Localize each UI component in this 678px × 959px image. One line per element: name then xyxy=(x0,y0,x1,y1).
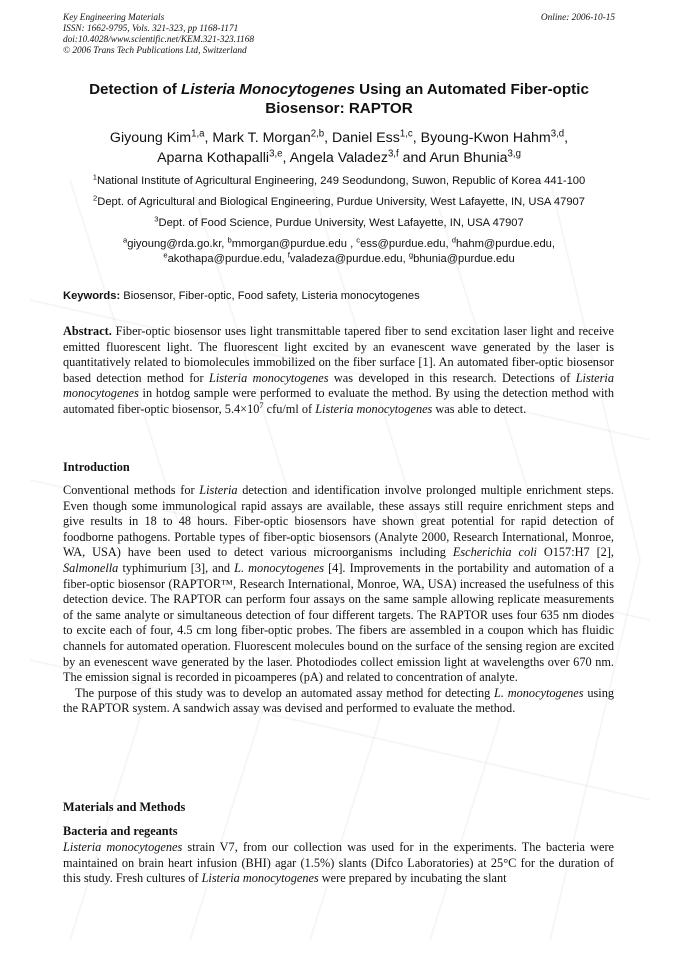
author: Byoung-Kwon Hahm$^{3,d}$, xyxy=(420,128,569,146)
paragraph: Conventional methods for Listeria detection and identification involve prolonged multiple enrichment steps. Even though some immunological rapid assays are available, these assays still require enrichment steps and give results in 18 to 48 hours. Fiber-optic biosensors have shown great potential for rapid detection of foodborne pathogens. Portable types of fiber-optic biosensors (Analyte 2000, Research International, Monroe, WA, USA) have been used to detect various microorganisms including Escherichia coli O157:H7 [2], Salmonella typhimurium [3], and L. monocytogenes [4]. Improvements in the portability and automation of a fiber-optic biosensor (RAPTOR™, Research International, Monroe, WA, USA) increased the usefulness of this detection device. The RAPTOR can perform four assays on the same sample allowing replicate measurements of the same analyte or simultaneous detection of four different targets. The RAPTOR uses four 635 nm diodes to excite each of four, 4.5 cm long fiber-optic probes. The fibers are assembled in a coupon which has fluidic channels for automated operation. Fluorescent molecules bound on the surface of the sensing region are excited by an evenescent wave generated by the laser. Photodiodes collect emission light at wavelengths over 670 nm. The emission signal is recorded in picoamperes (pA) and related to concentration of analyte. xyxy=(63,483,614,685)
email: valadeza@purdue.edu, xyxy=(289,253,409,265)
keywords xyxy=(63,290,420,302)
email: hahm@purdue.edu, xyxy=(455,238,555,250)
author: Daniel Ess$^{1,c}$, xyxy=(332,128,421,146)
paragraph: The purpose of this study was to develop an automated assay method for detecting L. monocytogenes using the RAPTOR system. A sandwich assay was devised and performed to evaluate the method. xyxy=(63,685,614,716)
introduction-body xyxy=(63,483,614,717)
email: ess@purdue.edu, xyxy=(360,238,452,250)
email: mmorgan@purdue.edu , xyxy=(231,238,357,250)
author-emails: $^a$giyoung@rda.go.kr, $^b$mmorgan@purdue.edu , $^c$ess@purdue.edu, $^d$hahm@purdue.edu, $^e$akothapa@purdue.edu, $^f$valadeza@purdue.edu, $^g$bhunia@purdue.edu xyxy=(122,235,555,265)
affiliations xyxy=(58,174,620,274)
keywords-label: Keywords: xyxy=(63,290,121,302)
methods-subheading: Bacteria and regeants xyxy=(63,824,178,838)
email: bhunia@purdue.edu xyxy=(413,253,515,265)
journal-name: Key Engineering Materials xyxy=(63,13,165,23)
keywords-text: Biosensor, Fiber-optic, Food safety, Listeria monocytogenes xyxy=(120,290,420,302)
issn-line: ISSN: 1662-9795, Vols. 321-323, pp 1168-1171 xyxy=(63,23,239,34)
affiliation: $^3$Dept. of Food Science, Purdue University, West Lafayette, IN, USA 47907 xyxy=(154,214,524,229)
abstract-label: Abstract. xyxy=(63,324,112,338)
email: akothapa@purdue.edu, xyxy=(167,253,288,265)
paper-title: Detection of Listeria Monocytogenes Using an Automated Fiber-optic Biosensor: RAPTOR xyxy=(89,81,589,117)
author: Aparna Kothapalli$^{3,e}$, xyxy=(157,148,290,166)
affiliation: $^1$National Institute of Agricultural Engineering, 249 Seodundong, Suwon, Republic of Korea 441-100 xyxy=(92,172,586,187)
journal-header xyxy=(63,13,254,57)
author-list xyxy=(63,128,615,168)
abstract: Abstract. Fiber-optic biosensor uses light transmittable tapered fiber to send excitation laser light and receive emitted fluorescent light. The fluorescent light excited by an evanescent wave generated by the laser is quantitatively related to biomolecules immobilized on the fiber surface [1]. An automated fiber-optic biosensor based detection method for Listeria monocytogenes was developed in this research. Detections of Listeria monocytogenes in hotdog sample were performed to evaluate the method. By using the detection method with automated fiber-optic biosensor, $5.4\times 10^7$ cfu/ml of Listeria monocytogenes was able to detect. xyxy=(63,324,614,416)
author: Angela Valadez$^{3,f}$ and xyxy=(289,148,430,166)
methods-heading: Materials and Methods xyxy=(63,800,186,814)
copyright-line: © 2006 Trans Tech Publications Ltd, Switzerland xyxy=(63,45,247,56)
email: giyoung@rda.go.kr, xyxy=(127,238,228,250)
methods-body: Listeria monocytogenes strain V7, from our collection was used for in the experiments. The bacteria were maintained on brain heart infusion (BHI) agar (1.5%) slants (Difco Laboratories) at 25°C for the duration of this study. Fresh cultures of Listeria monocytogenes were prepared by incubating the slant xyxy=(63,840,614,886)
introduction-heading: Introduction xyxy=(63,460,130,474)
author: Mark T. Morgan$^{2,b}$, xyxy=(212,128,333,146)
doi-line: doi:10.4028/www.scientific.net/KEM.321-323.1168 xyxy=(63,34,254,45)
author: Giyoung Kim$^{1,a}$, xyxy=(109,128,213,146)
affiliation: $^2$Dept. of Agricultural and Biological Engineering, Purdue University, West Lafayette, IN, USA 47907 xyxy=(93,193,585,208)
author: Arun Bhunia$^{3,g}$ xyxy=(429,148,521,166)
online-date: Online: 2006-10-15 xyxy=(540,13,615,23)
